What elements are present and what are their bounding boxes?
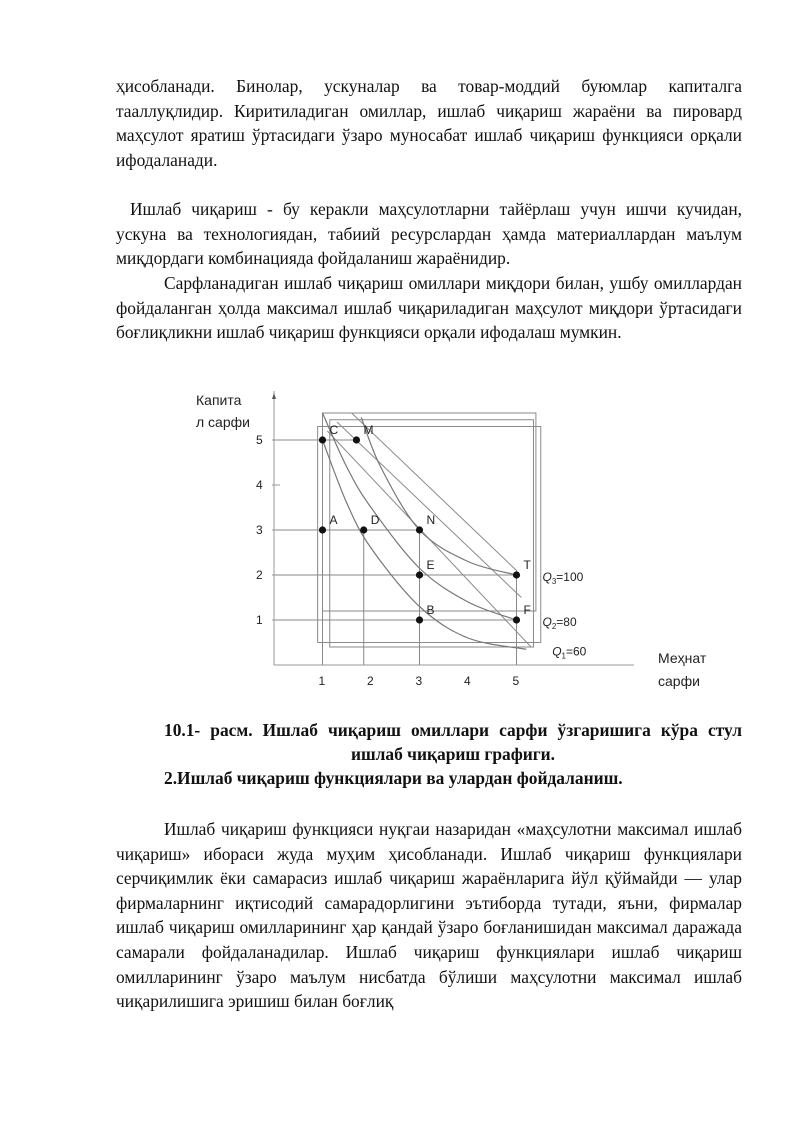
point-label: E — [426, 558, 435, 572]
paragraph-production-functions: Ишлаб чиқариш функцияси нуқгаи назаридан «маҳсулотни максимал ишлаб чиқариш» ибораси жуда муҳим ҳисобланади. Ишлаб чиқариш функциялари серчиқимлик ёки самарасиз ишлаб чиқариш жараёнларига йўл қўймайди — улар фирмаларнинг иқтисодий самарадорлигини эътиборда тутади, яъни, фирмалар ишлаб чиқариш омилларининг ҳар қандай ўзаро боғланишидан максимал даражада самарали фойдаланадилар. Ишлаб чиқариш функциялари ишлаб чиқариш омилларининг ўзаро маълум нисбатда бўлиши маҳсулотни максимал ишлаб чиқарилишига эришиш билан боғлиқ — [116, 819, 742, 1012]
point-label: A — [329, 513, 338, 527]
y-axis-arrow — [272, 393, 276, 399]
paragraph-production-function: Сарфланадиган ишлаб чиқариш омиллари миқдори билан, ушбу омиллардан фойдаланган ҳолда максимал ишлаб чиқариладиган маҳсулот миқдори ўртасидаги боғлиқликни ишлаб чиқариш функцияси орқали ифодалаш мумкин. — [116, 273, 742, 343]
y-tick-label: 1 — [256, 613, 263, 627]
isoquant-chart — [180, 383, 740, 698]
point-d — [360, 526, 367, 533]
point-m — [353, 436, 360, 443]
section-heading: 2.Ишлаб чиқариш функциялари ва улардан фойдаланиш. — [164, 768, 623, 788]
figure-caption: 10.1- расм. Ишлаб чиқариш омиллари сарфи ўзгаришига кўра стул ишлаб чиқариш графиги. — [164, 720, 742, 764]
x-axis-label-line2: сарфи — [658, 673, 700, 689]
point-label: D — [370, 513, 380, 527]
paragraph-production-definition: Ишлаб чиқариш - бу керакли маҳсулотларни тайёрлаш учун ишчи кучидан, ускуна ва технологиядан, табиий ресурслардан ҳамда материаллардан маълум миқдордаги комбинацияда фойдаланиш жараёнидир. — [116, 199, 742, 269]
point-label: C — [329, 423, 339, 437]
point-t — [513, 571, 520, 578]
x-tick-label: 2 — [367, 674, 374, 688]
isoquant-label: $Q_3=100$ — [542, 570, 584, 586]
y-axis-label-line1: Капита — [196, 392, 242, 408]
y-tick-label: 3 — [256, 523, 263, 537]
isoquant-label: $Q_2=80$ — [542, 615, 577, 631]
isoquant-figure — [180, 383, 740, 698]
isoquant-curve — [323, 440, 527, 649]
point-label: M — [363, 423, 374, 437]
isoquant-label: $Q_1=60$ — [552, 644, 587, 661]
point-label: B — [426, 603, 435, 617]
point-label: F — [523, 603, 531, 617]
point-a — [319, 526, 326, 533]
x-tick-label: 1 — [318, 674, 326, 688]
paragraph-intro: ҳисобланади. Бинолар, ускуналар ва товар-моддий буюмлар капиталга тааллуқлидир. Киритиладиган омиллар, ишлаб чиқариш жараёни ва пировард маҳсулот яратиш ўртасидаги ўзаро муносабат ишлаб чиқариш функцияси орқали ифодаланади. — [116, 76, 742, 170]
point-label: N — [426, 513, 436, 527]
point-b — [416, 616, 423, 623]
x-tick-label: 4 — [464, 674, 471, 688]
x-tick-label: 3 — [415, 674, 423, 688]
point-c — [319, 436, 326, 443]
isocost-line — [352, 413, 517, 571]
y-tick-label: 4 — [256, 478, 263, 492]
y-axis-label-line2: л сарфи — [196, 414, 250, 430]
x-axis-label-line1: Меҳнат — [658, 650, 707, 666]
x-tick-label: 5 — [512, 674, 520, 688]
y-tick-label: 5 — [256, 433, 263, 447]
y-tick-label: 2 — [256, 568, 263, 582]
point-e — [416, 571, 423, 578]
point-n — [416, 526, 423, 533]
point-label: T — [523, 558, 531, 572]
point-f — [513, 616, 520, 623]
